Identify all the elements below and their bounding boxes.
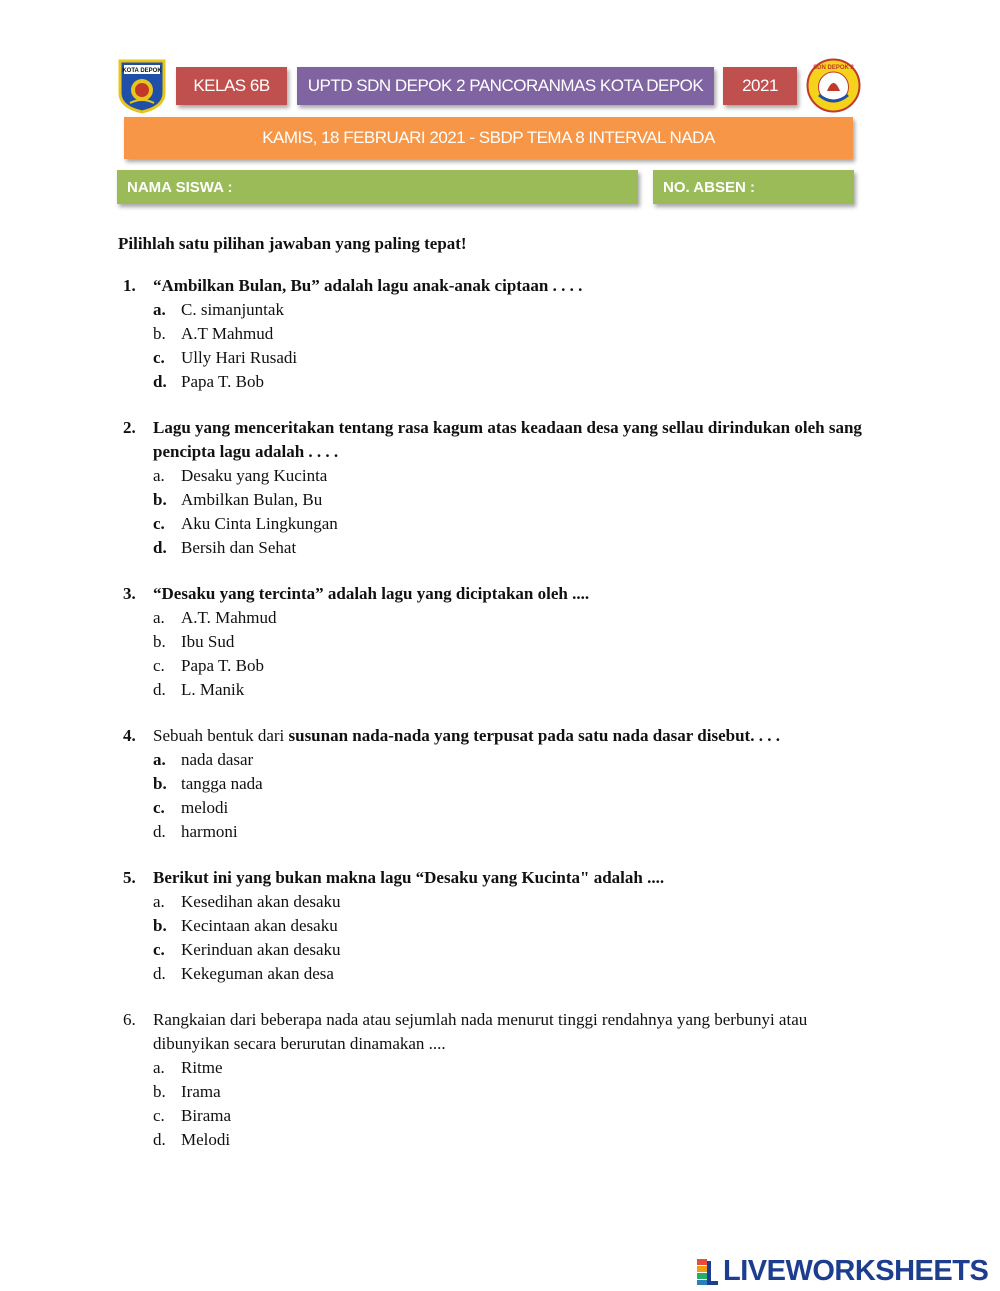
option-letter: b. <box>153 774 167 793</box>
question-text: Lagu yang menceritakan tentang rasa kagum atas keadaan desa yang sellau dirindukan oleh sang pencipta lagu adalah . . . . <box>153 418 862 461</box>
question-number: 6. <box>123 1010 136 1029</box>
option-text: Papa T. Bob <box>181 656 264 675</box>
option-text: Ibu Sud <box>181 632 235 651</box>
question-text-bold: susunan nada-nada yang terpusat pada satu nada dasar disebut. . . . <box>288 726 780 745</box>
kota-depok-logo <box>116 57 168 114</box>
option-c[interactable] <box>153 1104 863 1128</box>
option-letter: a. <box>153 750 166 769</box>
option-text: Irama <box>181 1082 221 1101</box>
option-letter: a. <box>153 608 165 627</box>
class-label: KELAS 6B <box>193 76 270 95</box>
option-c[interactable] <box>153 346 863 370</box>
option-text: Ully Hari Rusadi <box>181 348 298 367</box>
option-letter: b. <box>153 324 166 343</box>
option-text: A.T. Mahmud <box>181 608 277 627</box>
question-number: 3. <box>123 584 136 603</box>
question-text <box>153 724 863 748</box>
student-name-field[interactable] <box>117 170 638 204</box>
subtitle-box <box>124 117 853 159</box>
option-b[interactable] <box>153 322 863 346</box>
option-letter: b. <box>153 1082 166 1101</box>
option-text: Ritme <box>181 1058 223 1077</box>
kota-depok-logo-text: KOTA DEPOK <box>122 68 162 74</box>
option-text: L. Manik <box>181 680 245 699</box>
option-d[interactable] <box>153 962 863 986</box>
option-letter: c. <box>153 940 165 959</box>
question-2 <box>118 416 863 560</box>
subtitle-text: KAMIS, 18 FEBRUARI 2021 - SBDP TEMA 8 INTERVAL NADA <box>262 128 715 147</box>
question-text-plain: Sebuah bentuk dari <box>153 726 289 745</box>
option-text: Kekeguman akan desa <box>181 964 334 983</box>
option-letter: b. <box>153 632 166 651</box>
question-number: 2. <box>123 418 136 437</box>
question-text: “Ambilkan Bulan, Bu” adalah lagu anak-anak ciptaan . . . . <box>153 276 583 295</box>
option-letter: b. <box>153 916 167 935</box>
option-d[interactable] <box>153 536 863 560</box>
question-1 <box>118 274 863 394</box>
option-a[interactable] <box>153 606 863 630</box>
option-text: Kesedihan akan desaku <box>181 892 341 911</box>
option-c[interactable] <box>153 654 863 678</box>
option-c[interactable] <box>153 796 863 820</box>
option-a[interactable] <box>153 890 863 914</box>
option-text: Aku Cinta Lingkungan <box>181 514 338 533</box>
option-text: harmoni <box>181 822 238 841</box>
option-letter: c. <box>153 348 165 367</box>
liveworksheets-text: LIVEWORKSHEETS <box>723 1255 989 1287</box>
option-text: Papa T. Bob <box>181 372 264 391</box>
option-a[interactable] <box>153 298 863 322</box>
option-text: nada dasar <box>181 750 254 769</box>
option-letter: a. <box>153 300 166 319</box>
option-letter: d. <box>153 822 166 841</box>
option-text: Bersih dan Sehat <box>181 538 297 557</box>
option-a[interactable] <box>153 748 863 772</box>
option-letter: a. <box>153 466 165 485</box>
option-letter: d. <box>153 372 167 391</box>
option-b[interactable] <box>153 1080 863 1104</box>
option-b[interactable] <box>153 630 863 654</box>
liveworksheets-badge-icon <box>697 1259 719 1285</box>
option-d[interactable] <box>153 678 863 702</box>
option-c[interactable] <box>153 938 863 962</box>
question-text: Berikut ini yang bukan makna lagu “Desaku yang Kucinta" adalah .... <box>153 868 665 887</box>
absent-number-field[interactable] <box>653 170 854 204</box>
question-number: 5. <box>123 868 136 887</box>
option-b[interactable] <box>153 914 863 938</box>
option-letter: c. <box>153 1106 165 1125</box>
option-a[interactable] <box>153 464 863 488</box>
absent-number-label: NO. ABSEN : <box>663 178 755 196</box>
option-letter: d. <box>153 680 166 699</box>
question-4 <box>118 724 863 844</box>
student-name-label: NAMA SISWA : <box>127 178 233 196</box>
option-c[interactable] <box>153 512 863 536</box>
option-d[interactable] <box>153 370 863 394</box>
question-text: Rangkaian dari beberapa nada atau sejumlah nada menurut tinggi rendahnya yang berbunyi atau dibunyikan secara berurutan dinamakan .... <box>153 1010 808 1053</box>
question-5 <box>118 866 863 986</box>
option-text: A.T Mahmud <box>181 324 274 343</box>
question-6 <box>118 1008 863 1152</box>
instruction: Pilihlah satu pilihan jawaban yang paling tepat! <box>118 234 467 253</box>
option-b[interactable] <box>153 772 863 796</box>
option-letter: c. <box>153 656 165 675</box>
option-d[interactable] <box>153 1128 863 1152</box>
option-text: Birama <box>181 1106 232 1125</box>
year-box <box>723 67 797 105</box>
question-text: “Desaku yang tercinta” adalah lagu yang diciptakan oleh .... <box>153 584 590 603</box>
year-label: 2021 <box>742 76 778 95</box>
option-d[interactable] <box>153 820 863 844</box>
option-letter: c. <box>153 798 165 817</box>
option-letter: a. <box>153 1058 165 1077</box>
option-text: Kerinduan akan desaku <box>181 940 341 959</box>
option-text: tangga nada <box>181 774 263 793</box>
school-box <box>297 67 714 105</box>
option-letter: c. <box>153 514 165 533</box>
sdn-depok-2-logo-text: SDN DEPOK 2 <box>813 65 854 71</box>
option-text: Desaku yang Kucinta <box>181 466 328 485</box>
question-number: 4. <box>123 726 136 745</box>
option-b[interactable] <box>153 488 863 512</box>
option-letter: a. <box>153 892 165 911</box>
class-box <box>176 67 287 105</box>
option-letter: d. <box>153 538 167 557</box>
option-letter: b. <box>153 490 167 509</box>
option-text: melodi <box>181 798 229 817</box>
sdn-depok-2-logo <box>805 57 862 114</box>
option-text: C. simanjuntak <box>181 300 284 319</box>
liveworksheets-watermark <box>697 1255 988 1288</box>
option-letter: d. <box>153 964 166 983</box>
option-text: Melodi <box>181 1130 231 1149</box>
question-number: 1. <box>123 276 136 295</box>
option-letter: d. <box>153 1130 166 1149</box>
question-3 <box>118 582 863 702</box>
option-text: Kecintaan akan desaku <box>181 916 338 935</box>
school-name: UPTD SDN DEPOK 2 PANCORANMAS KOTA DEPOK <box>307 76 704 95</box>
option-a[interactable] <box>153 1056 863 1080</box>
option-text: Ambilkan Bulan, Bu <box>181 490 323 509</box>
